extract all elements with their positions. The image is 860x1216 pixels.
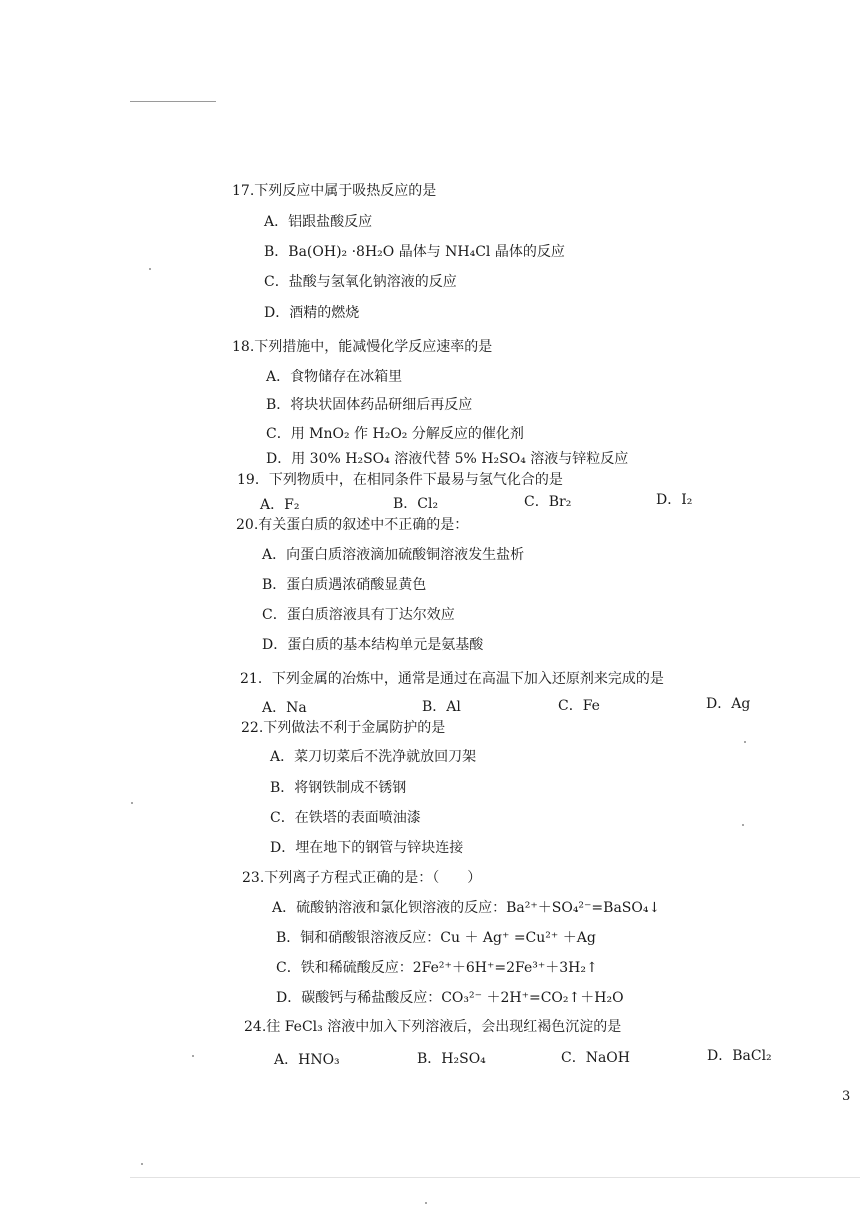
q22-option-a: A．菜刀切菜后不洗净就放回刀架	[270, 749, 477, 765]
q17-option-d: D．酒精的燃烧	[264, 305, 360, 321]
q19-option-a: A．F₂	[260, 497, 300, 513]
q20-option-c: C．蛋白质溶液具有丁达尔效应	[262, 607, 455, 623]
q18-option-d: D．用 30% H₂SO₄ 溶液代替 5% H₂SO₄ 溶液与锌粒反应	[266, 451, 629, 467]
header-rule	[130, 101, 216, 102]
q23-option-b: B．铜和硝酸银溶液反应：Cu ＋ Ag⁺ =Cu²⁺ ＋Ag	[276, 930, 596, 946]
q17-option-a: A．铝跟盐酸反应	[264, 214, 373, 230]
q22-option-c: C．在铁塔的表面喷油漆	[270, 810, 421, 826]
footer-rule	[130, 1177, 860, 1178]
q24-option-b: B．H₂SO₄	[417, 1051, 486, 1067]
q22-option-b: B．将钢铁制成不锈钢	[270, 780, 407, 796]
q19-stem: 19．下列物质中，在相同条件下最易与氢气化合的是	[237, 472, 563, 488]
q17-option-b: B．Ba(OH)₂ ·8H₂O 晶体与 NH₄Cl 晶体的反应	[264, 244, 565, 260]
q19-option-d: D．I₂	[656, 492, 693, 508]
q23-option-c: C．铁和稀硫酸反应：2Fe²⁺＋6H⁺=2Fe³⁺＋3H₂↑	[276, 960, 598, 976]
q24-stem: 24.往 FeCl₃ 溶液中加入下列溶液后，会出现红褐色沉淀的是	[244, 1019, 622, 1035]
q19-option-b: B．Cl₂	[393, 496, 439, 512]
q20-stem: 20.有关蛋白质的叙述中不正确的是：	[236, 517, 469, 533]
q21-option-c: C．Fe	[558, 698, 600, 714]
scan-speck	[149, 268, 151, 270]
q17-stem: 17.下列反应中属于吸热反应的是	[232, 183, 437, 199]
q24-option-c: C．NaOH	[561, 1050, 630, 1066]
q18-option-b: B．将块状固体药品研细后再反应	[266, 397, 473, 413]
q22-option-d: D．埋在地下的钢管与锌块连接	[270, 840, 464, 856]
scan-speck	[192, 1055, 194, 1057]
q23-option-a: A．硫酸钠溶液和氯化钡溶液的反应：Ba²⁺＋SO₄²⁻=BaSO₄↓	[272, 900, 661, 916]
q18-stem: 18.下列措施中，能减慢化学反应速率的是	[232, 339, 493, 355]
scan-speck	[141, 1163, 143, 1165]
q21-option-a: A．Na	[262, 700, 307, 716]
q18-option-a: A．食物储存在冰箱里	[266, 369, 403, 385]
q24-option-d: D．BaCl₂	[707, 1048, 772, 1064]
q20-option-a: A．向蛋白质溶液滴加硫酸铜溶液发生盐析	[262, 547, 525, 563]
q20-option-b: B．蛋白质遇浓硝酸显黄色	[262, 577, 427, 593]
q23-option-d: D．碳酸钙与稀盐酸反应：CO₃²⁻ ＋2H⁺=CO₂↑＋H₂O	[276, 990, 624, 1006]
q21-option-d: D．Ag	[706, 696, 751, 712]
q23-stem: 23.下列离子方程式正确的是：（ ）	[242, 870, 482, 886]
scan-speck	[744, 741, 746, 743]
scan-speck	[742, 824, 744, 826]
page-number: 3	[842, 1089, 851, 1104]
q21-option-b: B．Al	[422, 699, 461, 715]
scan-speck	[131, 802, 133, 804]
q20-option-d: D．蛋白质的基本结构单元是氨基酸	[262, 637, 484, 653]
q18-option-c: C．用 MnO₂ 作 H₂O₂ 分解反应的催化剂	[266, 426, 524, 442]
q17-option-c: C．盐酸与氢氧化钠溶液的反应	[264, 274, 457, 290]
scan-speck	[425, 1202, 427, 1204]
q22-stem: 22.下列做法不利于金属防护的是	[241, 720, 446, 736]
q21-stem: 21．下列金属的冶炼中，通常是通过在高温下加入还原剂来完成的是	[240, 671, 664, 687]
q24-option-a: A．HNO₃	[274, 1052, 340, 1068]
q19-option-c: C．Br₂	[524, 494, 572, 510]
